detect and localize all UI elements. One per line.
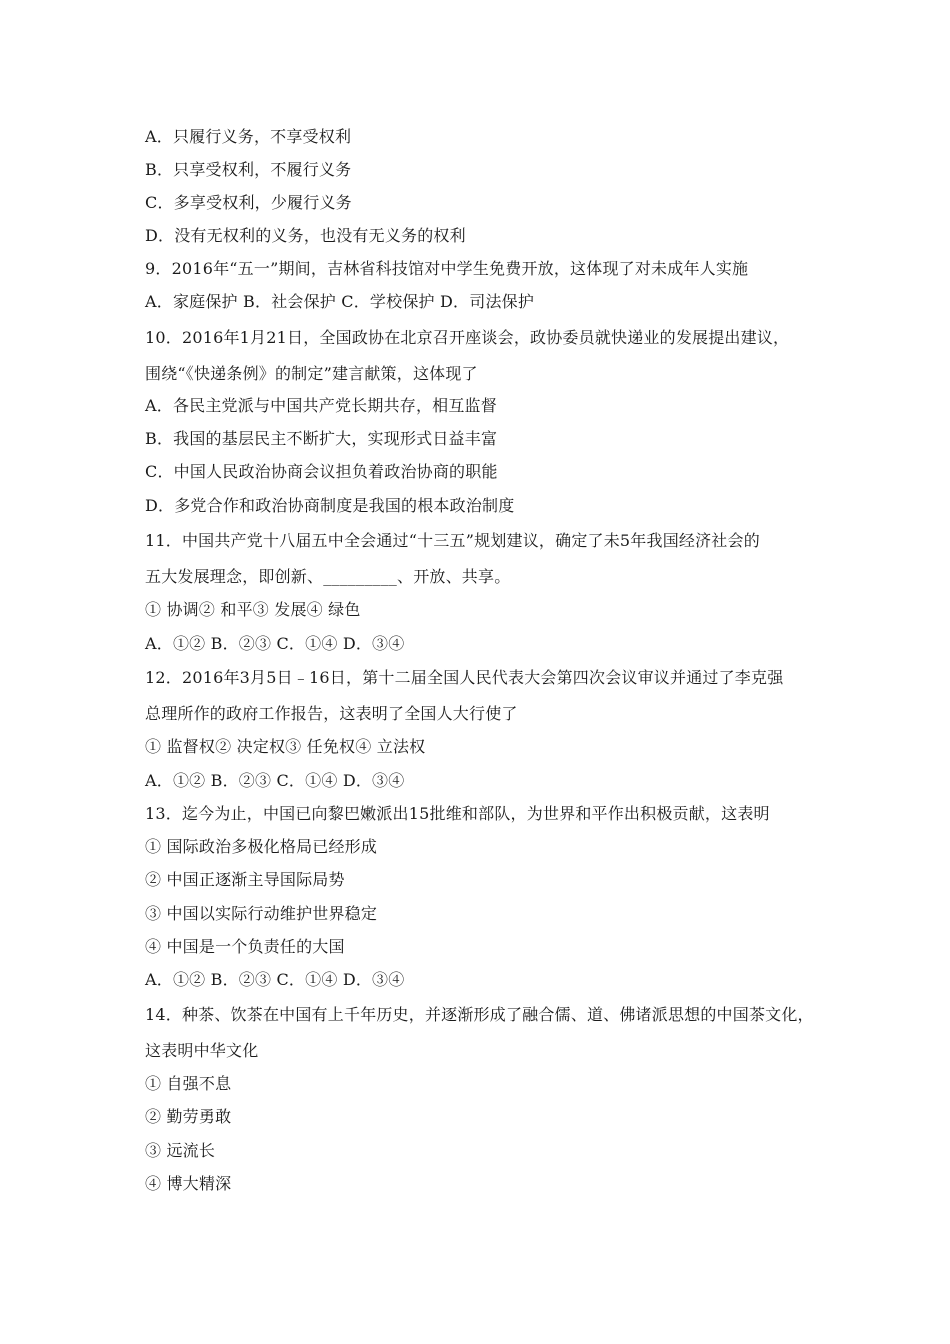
q13-choice-3: ③ 中国以实际行动维护世界稳定 bbox=[145, 904, 378, 923]
q12-choices: ① 监督权② 决定权③ 任免权④ 立法权 bbox=[145, 737, 426, 756]
q10-option-b: B．我国的基层民主不断扩大，实现形式日益丰富 bbox=[145, 429, 498, 448]
q14-choice-3: ③ 远流长 bbox=[145, 1141, 216, 1160]
q12-stem-line1: 12．2016年3月5日﹣16日，第十二届全国人民代表大会第四次会议审议并通过了李克强 bbox=[145, 668, 784, 687]
q14-choice-1: ① 自强不息 bbox=[145, 1074, 232, 1093]
q14-stem-line1: 14．种茶、饮茶在中国有上千年历史，并逐渐形成了融合儒、道、佛诸派思想的中国茶文化， bbox=[145, 1005, 814, 1024]
q10-stem-line2: 围绕“《快递条例》的制定”建言献策，这体现了 bbox=[145, 364, 478, 383]
q11-stem-line2: 五大发展理念，即创新、_________、开放、共享。 bbox=[145, 567, 511, 586]
q10-option-c: C．中国人民政治协商会议担负着政治协商的职能 bbox=[145, 462, 498, 481]
q13-options: A．①② B．②③ C．①④ D．③④ bbox=[145, 970, 405, 989]
q10-stem-line1: 10．2016年1月21日，全国政协在北京召开座谈会，政协委员就快递业的发展提出建议， bbox=[145, 328, 790, 347]
q11-options: A．①② B．②③ C．①④ D．③④ bbox=[145, 634, 405, 653]
q13-choice-4: ④ 中国是一个负责任的大国 bbox=[145, 937, 345, 956]
q12-stem-line2: 总理所作的政府工作报告，这表明了全国人大行使了 bbox=[145, 704, 518, 723]
q8-option-a: A．只履行义务，不享受权利 bbox=[145, 127, 352, 146]
q14-choice-2: ② 勤劳勇敢 bbox=[145, 1107, 232, 1126]
q11-choices: ① 协调② 和平③ 发展④ 绿色 bbox=[145, 600, 361, 619]
q8-option-c: C．多享受权利，少履行义务 bbox=[145, 193, 352, 212]
q11-stem-line1: 11．中国共产党十八届五中全会通过“十三五”规划建议，确定了未5年我国经济社会的 bbox=[145, 531, 760, 550]
q13-choice-1: ① 国际政治多极化格局已经形成 bbox=[145, 837, 378, 856]
q8-option-b: B．只享受权利，不履行义务 bbox=[145, 160, 352, 179]
q9-options: A．家庭保护 B．社会保护 C．学校保护 D．司法保护 bbox=[145, 292, 535, 311]
q14-choice-4: ④ 博大精深 bbox=[145, 1174, 232, 1193]
q9-stem: 9．2016年“五一”期间，吉林省科技馆对中学生免费开放，这体现了对未成年人实施 bbox=[145, 259, 749, 278]
q13-stem: 13．迄今为止，中国已向黎巴嫩派出15批维和部队，为世界和平作出积极贡献，这表明 bbox=[145, 804, 770, 823]
q8-option-d: D．没有无权利的义务，也没有无义务的权利 bbox=[145, 226, 466, 245]
q14-stem-line2: 这表明中华文化 bbox=[145, 1041, 259, 1060]
q10-option-a: A．各民主党派与中国共产党长期共存，相互监督 bbox=[145, 396, 497, 415]
q12-options: A．①② B．②③ C．①④ D．③④ bbox=[145, 771, 405, 790]
q13-choice-2: ② 中国正逐渐主导国际局势 bbox=[145, 870, 345, 889]
q10-option-d: D．多党合作和政治协商制度是我国的根本政治制度 bbox=[145, 496, 515, 515]
